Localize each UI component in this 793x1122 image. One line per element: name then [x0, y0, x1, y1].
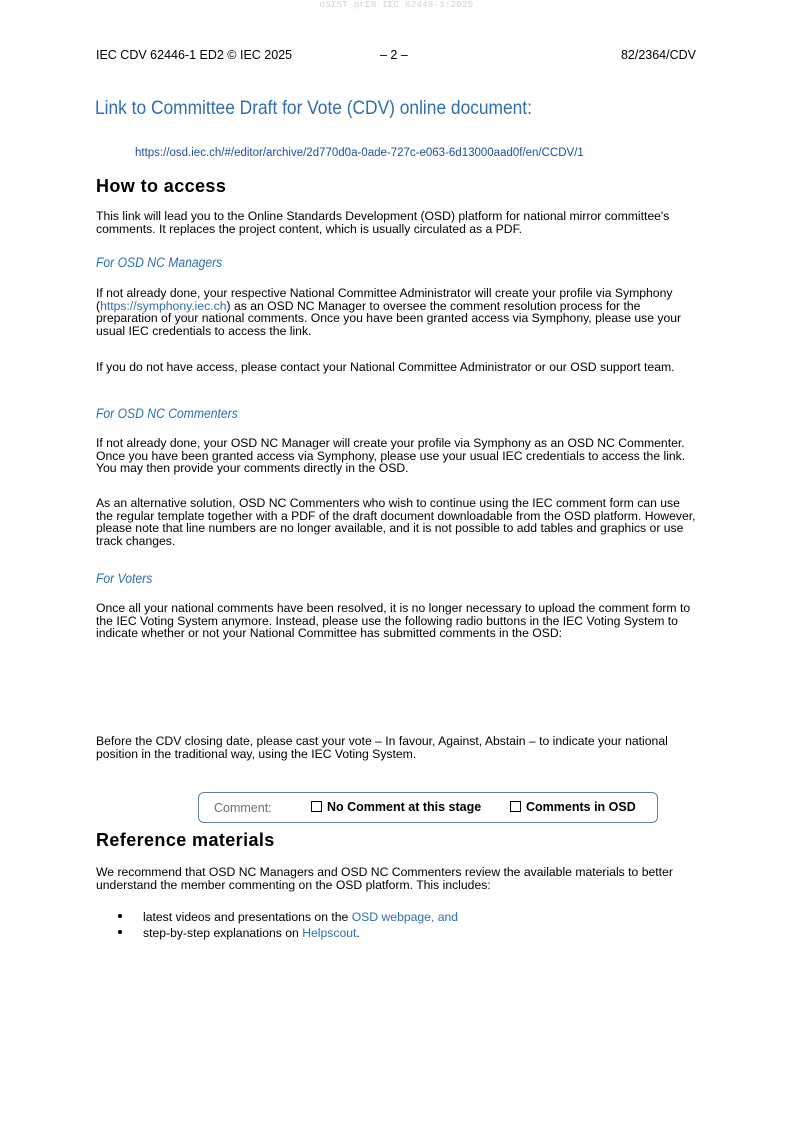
comment-label: Comment: [214, 801, 272, 815]
reference-materials-heading: Reference materials [96, 830, 275, 850]
commenters-heading: For OSD NC Commenters [96, 406, 238, 421]
commenters-alternative-paragraph: As an alternative solution, OSD NC Commenters who wish to continue using the IEC comment form can use the regular template together with a PDF of the draft document downloadable from the OSD platform. However, please note that line numbers are no longer available, and it is not possible to add tables and graphics or use track changes. [96, 496, 696, 548]
header-page-number: – 2 – [380, 48, 408, 62]
how-to-access-intro: This link will lead you to the Online Standards Development (OSD) platform for national mirror committee's comments. It replaces the project content, which is usually circulated as a PDF. [96, 209, 670, 236]
managers-text-end: ) as an OSD NC Manager to oversee the comment resolution process for the preparation of your national comments. Once you have been granted access via Symphony, please use your usual IEC credentials to access the link. [96, 298, 682, 338]
no-comment-label: No Comment at this stage [327, 800, 482, 814]
header-doc-code: 82/2364/CDV [620, 48, 696, 62]
helpscout-link[interactable]: Helpscout [302, 925, 357, 940]
list-item [118, 926, 458, 942]
symphony-link[interactable]: https://symphony.iec.ch [100, 298, 227, 313]
header-document-id: IEC CDV 62446-1 ED2 © IEC 2025 [96, 48, 293, 62]
cdv-document-link[interactable]: https://osd.iec.ch/#/editor/archive/2d770d0a-0ade-727c-e063-6d13000aad0f/en/CCDV/1 [135, 147, 584, 159]
comments-in-osd-checkbox[interactable] [510, 801, 521, 812]
managers-paragraph [96, 287, 699, 337]
comments-in-osd-label: Comments in OSD [526, 800, 636, 814]
bullet-icon [118, 914, 122, 918]
list-item-text: latest videos and presentations on the [143, 910, 352, 924]
voters-paragraph: Once all your national comments have been resolved, it is no longer necessary to upload the comment form to the IEC Voting System anymore. Instead, please use the following radio buttons in the IEC Voting System to indicate whether or not your National Committee has submitted comments in the OSD: [96, 601, 691, 640]
voters-heading: For Voters [96, 571, 153, 586]
watermark: oSIST prEN IEC 62446-1:2025 [319, 0, 474, 10]
managers-heading: For OSD NC Managers [96, 255, 223, 270]
comments-in-osd-option[interactable] [510, 800, 636, 814]
voters-closing-paragraph: Before the CDV closing date, please cast your vote – In favour, Against, Abstain – to indicate your national position in the traditional way, using the IEC Voting System. [96, 734, 668, 761]
osd-webpage-link[interactable]: OSD webpage, and [351, 910, 459, 924]
reference-intro: We recommend that OSD NC Managers and OSD NC Commenters review the available materials to better understand the member commenting on the OSD platform. This includes: [96, 865, 673, 892]
reference-list [118, 910, 458, 941]
cdv-link-title: Link to Committee Draft for Vote (CDV) online document: [95, 97, 532, 119]
commenters-paragraph: If not already done, your OSD NC Manager will create your profile via Symphony as an OSD NC Commenter. Once you have been granted access via Symphony, please use your usual IEC credentials to access the link. You may then provide your comments directly in the OSD. [96, 436, 686, 475]
list-item [118, 910, 458, 926]
how-to-access-heading: How to access [96, 176, 227, 196]
comment-radio-box [198, 792, 658, 823]
list-item-suffix: . [356, 925, 360, 940]
no-comment-checkbox[interactable] [311, 801, 322, 812]
no-comment-option[interactable] [311, 800, 481, 814]
managers-text-start: If not already done, your respective National Committee Administrator will create your profile via Symphony ( [96, 286, 673, 313]
list-item-text: step-by-step explanations on [143, 925, 303, 940]
bullet-icon [118, 930, 122, 934]
managers-support-paragraph: If you do not have access, please contact your National Committee Administrator or our OSD support team. [96, 360, 675, 374]
